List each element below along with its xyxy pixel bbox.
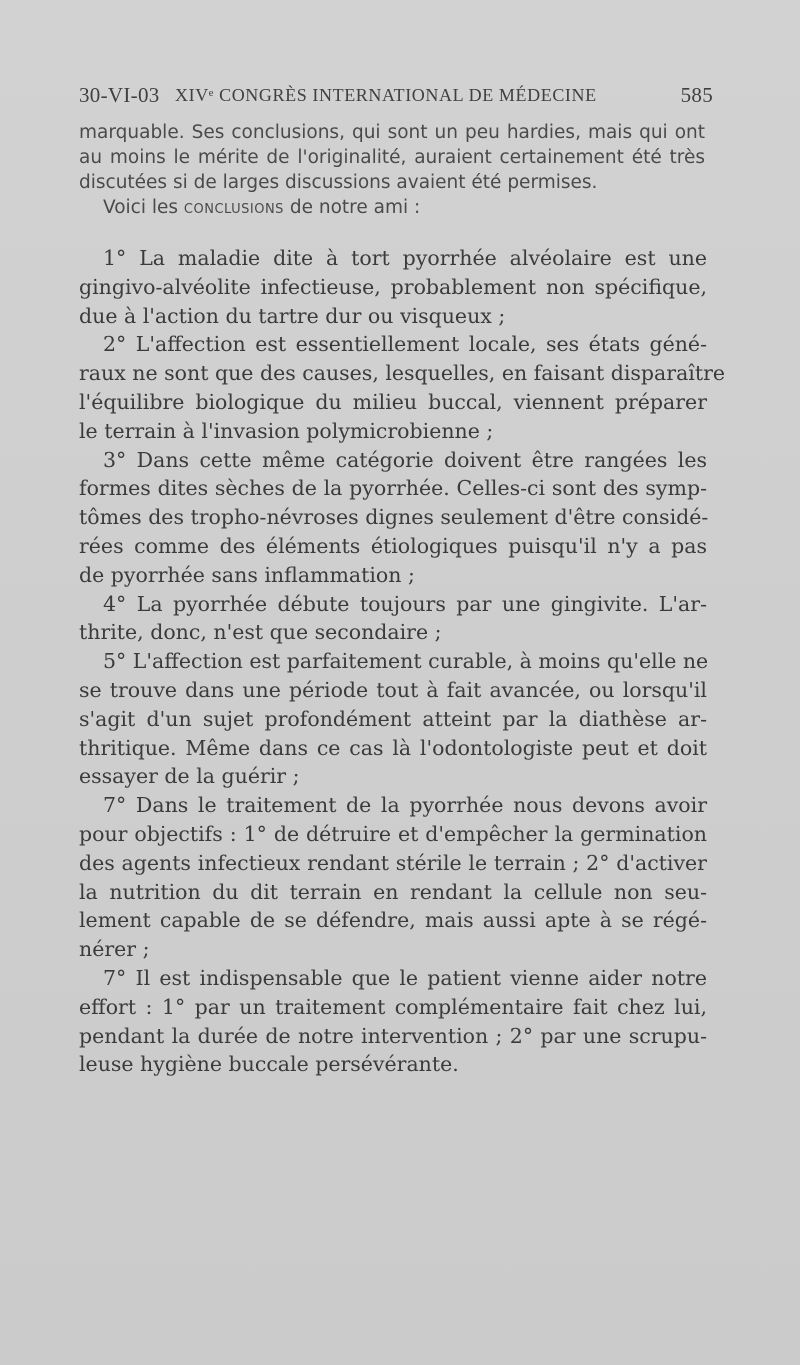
intro-line: au moins le mérite de l'originalité, auraient certainement été très [79, 147, 705, 168]
conclusion-line: pour objectifs : 1° de détruire et d'empêcher la germination [79, 821, 707, 846]
conclusion-line: lement capable de se défendre, mais aussi apte à se régé- [79, 908, 707, 933]
conclusion-line: 3° Dans cette même catégorie doivent être rangées les [103, 447, 707, 472]
conclusion-line: 7° Dans le traitement de la pyorrhée nous devons avoir [103, 793, 707, 818]
intro-line: discutées si de larges discussions avaient été permises. [79, 172, 598, 193]
header-date-ref: 30-VI-03 [79, 83, 160, 107]
conclusion-line: le terrain à l'invasion polymicrobienne ; [79, 418, 494, 443]
conclusion-line: la nutrition du dit terrain en rendant la cellule non seu- [79, 879, 707, 904]
conclusion-line: tômes des tropho-névroses dignes seulement d'être considé- [79, 505, 709, 530]
conclusion-item [79, 791, 707, 964]
conclusion-line: 1° La maladie dite à tort pyorrhée alvéolaire est une [103, 246, 707, 270]
conclusion-line: des agents infectieux rendant stérile le terrain ; 2° d'activer [79, 850, 707, 875]
conclusion-item [79, 244, 707, 330]
conclusion-line: rées comme des éléments étiologiques puisqu'il n'y a pas [79, 533, 707, 558]
conclusion-item [79, 964, 707, 1079]
conclusion-line: leuse hygiène buccale persévérante. [79, 1052, 459, 1077]
conclusion-line: se trouve dans une période tout à fait avancée, ou lorsqu'il [79, 677, 707, 702]
conclusion-line: formes dites sèches de la pyorrhée. Celles-ci sont des symp- [79, 476, 707, 501]
header-title: XIVᵉ CONGRÈS INTERNATIONAL DE MÉDECINE [175, 85, 597, 105]
lead-prefix: Voici les [103, 197, 179, 218]
conclusion-line: 7° Il est indispensable que le patient vienne aider notre [103, 965, 707, 990]
lead-smallcaps: conclusions [183, 197, 284, 218]
conclusion-line: 2° L'affection est essentiellement locale, ses états géné- [103, 332, 707, 357]
intro-paragraph [79, 120, 705, 220]
conclusion-item [79, 647, 707, 791]
conclusion-line: thrite, donc, n'est que secondaire ; [79, 620, 442, 645]
intro-lead-line [79, 195, 705, 220]
conclusion-item [79, 330, 726, 445]
conclusion-line: s'agit d'un sujet profondément atteint par la diathèse ar- [79, 706, 707, 731]
running-header [79, 83, 713, 113]
conclusions-list [79, 244, 726, 1079]
conclusion-line: due à l'action du tartre dur ou visqueux ; [79, 303, 506, 328]
conclusion-line: 4° La pyorrhée débute toujours par une gingivite. L'ar- [103, 591, 707, 616]
page-number: 585 [680, 83, 713, 107]
conclusion-line: essayer de la guérir ; [79, 764, 300, 789]
conclusion-line: raux ne sont que des causes, lesquelles, en faisant disparaître [79, 361, 726, 386]
conclusion-line: effort : 1° par un traitement complémentaire fait chez lui, [79, 994, 707, 1019]
conclusion-line: 5° L'affection est parfaitement curable, à moins qu'elle ne [103, 649, 709, 674]
conclusion-line: nérer ; [79, 937, 150, 962]
conclusion-line: thritique. Même dans ce cas là l'odontologiste peut et doit [79, 735, 707, 760]
conclusion-line: de pyorrhée sans inflammation ; [79, 562, 415, 587]
conclusion-line: l'équilibre biologique du milieu buccal, viennent préparer [79, 389, 707, 414]
lead-suffix: de notre ami : [289, 197, 421, 218]
conclusion-line: pendant la durée de notre intervention ; 2° par une scrupu- [79, 1023, 707, 1048]
conclusion-line: gingivo-alvéolite infectieuse, probablement non spécifique, [79, 274, 707, 299]
intro-line: marquable. Ses conclusions, qui sont un peu hardies, mais qui ont [79, 122, 705, 143]
conclusion-item [79, 446, 707, 590]
conclusion-item [79, 590, 707, 648]
